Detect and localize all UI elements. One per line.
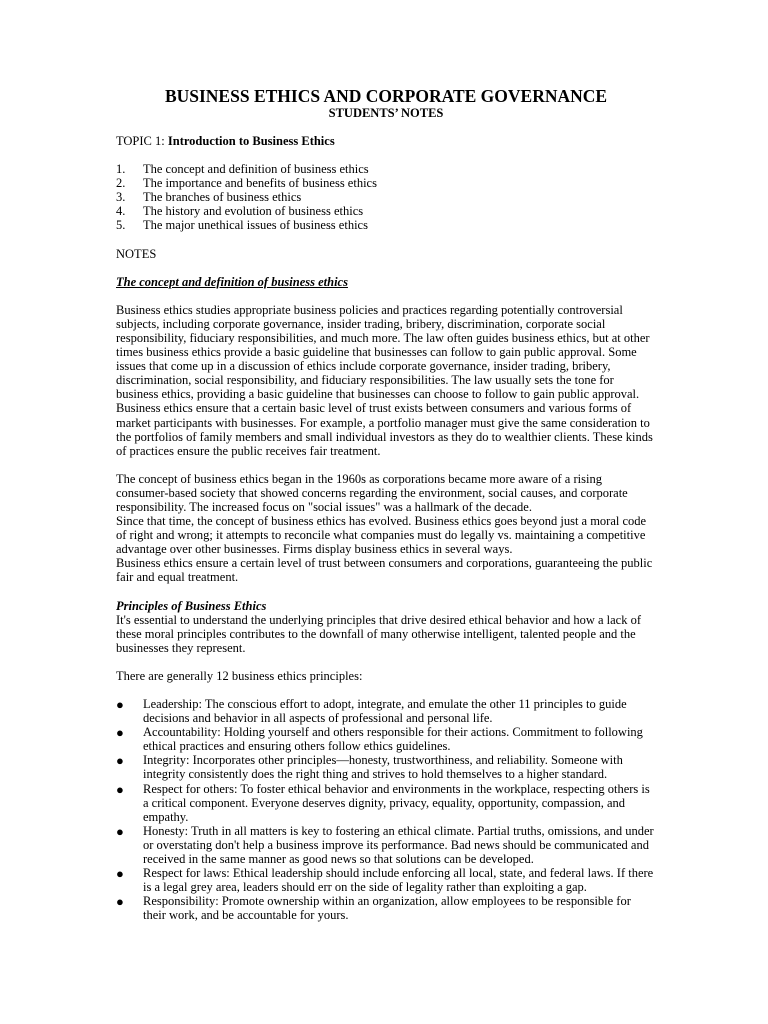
principle-item: [116, 697, 656, 725]
topic-number: 2.: [116, 176, 126, 191]
topic-list-item: [116, 190, 656, 204]
notes-label: NOTES: [116, 246, 157, 261]
topic-prefix: TOPIC 1:: [116, 134, 168, 148]
topic-list-item: [116, 218, 656, 232]
principle-text: Honesty: Truth in all matters is key to fostering an ethical climate. Partial truths, omissions, and under or overstating don't help a business improve its performance. Bad news should be communicated and received in the same manner as good news so that solutions can be developed.: [143, 823, 654, 867]
topic-list-item: [116, 162, 656, 176]
principle-text: Responsibility: Promote ownership within an organization, allow employees to be responsible for their work, and be accountable for yours.: [143, 894, 631, 923]
bullet-icon: ●: [116, 753, 124, 769]
bullet-icon: ●: [116, 866, 124, 882]
topic-number: 5.: [116, 218, 126, 233]
principle-item: [116, 725, 656, 753]
principle-text: Respect for others: To foster ethical behavior and environments in the workplace, respecting others is a critical component. Everyone deserves dignity, privacy, equality, opportunity, compassion, and empathy.: [143, 781, 650, 824]
topic-text: The importance and benefits of business ethics: [143, 176, 377, 191]
paragraph: Since that time, the concept of business ethics has evolved. Business ethics goes beyond just a moral code of right and wrong; it attempts to reconcile what companies must do legally vs. maintaining a competitive advantage over other businesses. Firms display business ethics in several ways.: [116, 514, 647, 557]
topic-list: [116, 162, 656, 232]
topic-list-item: [116, 204, 656, 218]
principle-text: Leadership: The conscious effort to adopt, integrate, and emulate the other 11 principles to guide decisions and behavior in all aspects of professional and personal life.: [143, 697, 627, 726]
paragraph: Business ethics ensure that a certain basic level of trust exists between consumers and various forms of market participants with businesses. For example, a portfolio manager must give the same consideration to the portfolios of family members and small individual investors as they do to wealthier clients. These kinds of practices ensure the public receives fair treatment.: [116, 401, 653, 458]
principle-text: Integrity: Incorporates other principles—honesty, trustworthiness, and reliability. Someone with integrity consistently does the right thing and strives to hold themselves to a higher standard.: [143, 753, 623, 782]
topic-text: The major unethical issues of business ethics: [143, 218, 368, 233]
topic-line: [116, 134, 656, 148]
section-heading-principles: Principles of Business Ethics: [116, 598, 267, 613]
topic-title: Introduction to Business Ethics: [167, 134, 335, 148]
topic-number: 4.: [116, 204, 126, 219]
bullet-icon: ●: [116, 823, 124, 839]
topic-number: 3.: [116, 190, 126, 205]
principle-item: [116, 866, 656, 894]
bullet-icon: ●: [116, 894, 124, 910]
topic-number: 1.: [116, 162, 126, 177]
paragraph: Business ethics studies appropriate business policies and practices regarding potentially controversial subjects, including corporate governance, insider trading, bribery, discrimination, corporate social responsibility, fiduciary responsibilities, and much more. The law often guides business ethics, but at other times business ethics provide a basic guideline that businesses can follow to gain public approval. Some issues that come up in a discussion of ethics include corporate governance, insider trading, bribery, discrimination, social responsibility, and fiduciary responsibilities. The law usually sets the tone for business ethics, providing a basic guideline that businesses can choose to follow to gain public approval.: [116, 302, 650, 402]
paragraph: There are generally 12 business ethics principles:: [116, 668, 363, 683]
topic-text: The branches of business ethics: [143, 190, 302, 205]
principle-text: Respect for laws: Ethical leadership should include enforcing all local, state, and federal laws. If there is a legal grey area, leaders should err on the side of legality rather than exploiting a gap.: [143, 866, 654, 895]
paragraph: The concept of business ethics began in the 1960s as corporations became more aware of a rising consumer-based society that showed concerns regarding the environment, social causes, and corporate responsibility. The increased focus on "social issues" was a hallmark of the decade.: [116, 471, 628, 514]
document-subtitle: STUDENTS’ NOTES: [328, 106, 444, 120]
document-title: BUSINESS ETHICS AND CORPORATE GOVERNANCE: [164, 86, 608, 106]
principle-item: [116, 782, 656, 824]
principle-item: [116, 894, 656, 922]
paragraph: It's essential to understand the underlying principles that drive desired ethical behavior and how a lack of these moral principles contributes to the downfall of many otherwise intelligent, talented people and the businesses they represent.: [116, 612, 642, 655]
principle-item: [116, 753, 656, 781]
principle-text: Accountability: Holding yourself and others responsible for their actions. Commitment to following ethical practices and ensuring others follow ethics guidelines.: [143, 725, 643, 754]
principles-list: [116, 697, 656, 923]
bullet-icon: ●: [116, 725, 124, 741]
paragraph: Business ethics ensure a certain level of trust between consumers and corporations, guaranteeing the public fair and equal treatment.: [116, 556, 653, 585]
principle-item: [116, 824, 656, 866]
bullet-icon: ●: [116, 781, 124, 797]
topic-text: The history and evolution of business ethics: [143, 204, 364, 219]
document-content: [116, 86, 656, 923]
topic-list-item: [116, 176, 656, 190]
section-heading-concept: The concept and definition of business ethics: [116, 274, 348, 289]
topic-text: The concept and definition of business ethics: [143, 162, 369, 177]
bullet-icon: ●: [116, 697, 124, 712]
